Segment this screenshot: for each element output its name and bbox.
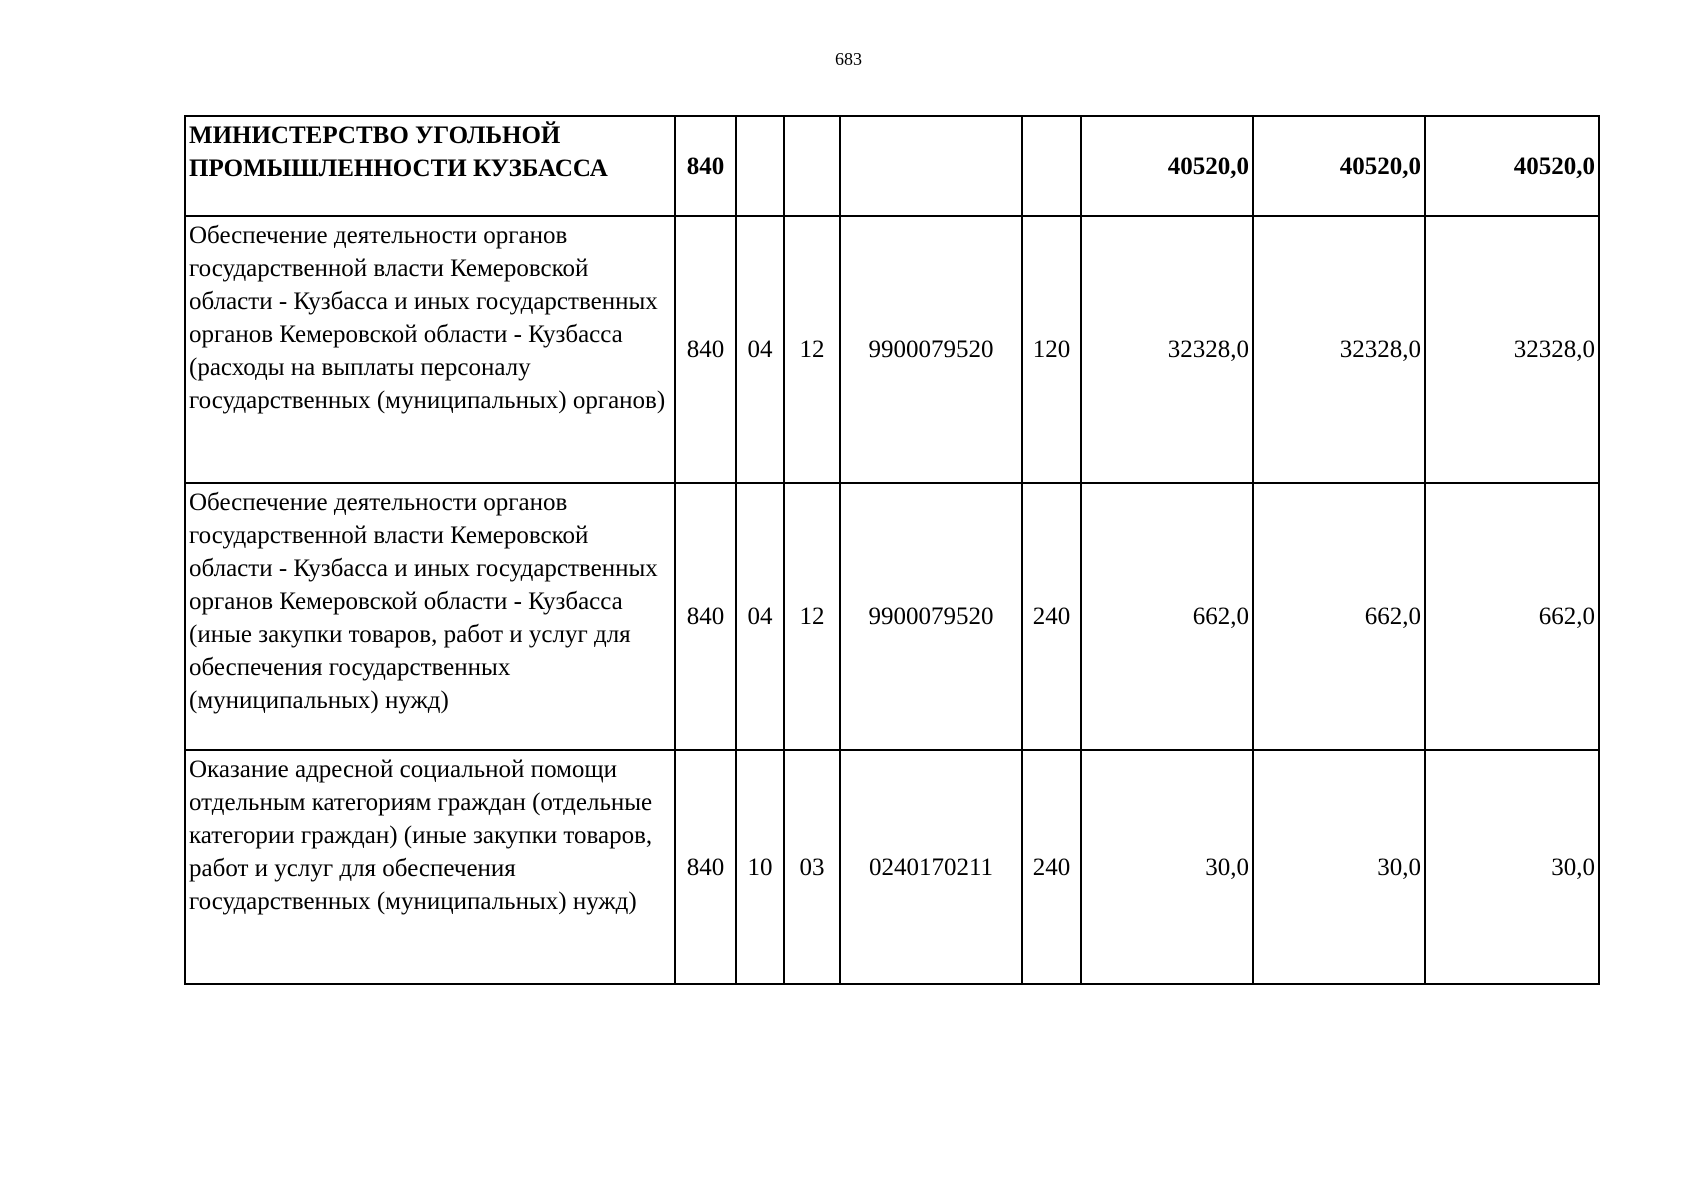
subsection-code: 12	[784, 216, 840, 483]
ministry-code: 840	[675, 750, 736, 984]
amount-year-2: 30,0	[1253, 750, 1425, 984]
table-row	[185, 216, 1599, 483]
row-name: Обеспечение деятельности органов государственной власти Кемеровской области - Кузбасса и иных государственных органов Кемеровской области - Кузбасса (иные закупки товаров, работ и услуг для обеспечения государственных (муниципальных) нужд)	[185, 483, 675, 750]
amount-year-1: 40520,0	[1081, 116, 1253, 216]
expense-type-code	[1022, 116, 1081, 216]
amount-year-3: 662,0	[1425, 483, 1599, 750]
section-code: 04	[736, 216, 784, 483]
subsection-code: 12	[784, 483, 840, 750]
ministry-code: 840	[675, 216, 736, 483]
amount-year-1: 32328,0	[1081, 216, 1253, 483]
amount-year-1: 30,0	[1081, 750, 1253, 984]
target-article-code	[840, 116, 1022, 216]
subsection-code	[784, 116, 840, 216]
expense-type-code: 240	[1022, 483, 1081, 750]
target-article-code: 0240170211	[840, 750, 1022, 984]
table-row	[185, 483, 1599, 750]
row-name: Обеспечение деятельности органов государственной власти Кемеровской области - Кузбасса и иных государственных органов Кемеровской области - Кузбасса (расходы на выплаты персоналу государственных (муниципальных) органов)	[185, 216, 675, 483]
section-code	[736, 116, 784, 216]
ministry-code: 840	[675, 483, 736, 750]
amount-year-2: 40520,0	[1253, 116, 1425, 216]
amount-year-2: 32328,0	[1253, 216, 1425, 483]
table-row	[185, 750, 1599, 984]
section-code: 10	[736, 750, 784, 984]
ministry-code: 840	[675, 116, 736, 216]
subsection-code: 03	[784, 750, 840, 984]
amount-year-3: 40520,0	[1425, 116, 1599, 216]
expense-type-code: 240	[1022, 750, 1081, 984]
target-article-code: 9900079520	[840, 483, 1022, 750]
row-name: МИНИСТЕРСТВО УГОЛЬНОЙ ПРОМЫШЛЕННОСТИ КУЗБАССА	[185, 116, 675, 216]
target-article-code: 9900079520	[840, 216, 1022, 483]
amount-year-3: 32328,0	[1425, 216, 1599, 483]
table-row	[185, 116, 1599, 216]
amount-year-3: 30,0	[1425, 750, 1599, 984]
expense-type-code: 120	[1022, 216, 1081, 483]
amount-year-1: 662,0	[1081, 483, 1253, 750]
amount-year-2: 662,0	[1253, 483, 1425, 750]
section-code: 04	[736, 483, 784, 750]
budget-table	[184, 115, 1600, 985]
row-name: Оказание адресной социальной помощи отдельным категориям граждан (отдельные категории граждан) (иные закупки товаров, работ и услуг для обеспечения государственных (муниципальных) нужд)	[185, 750, 675, 984]
page-number: 683	[835, 49, 862, 69]
